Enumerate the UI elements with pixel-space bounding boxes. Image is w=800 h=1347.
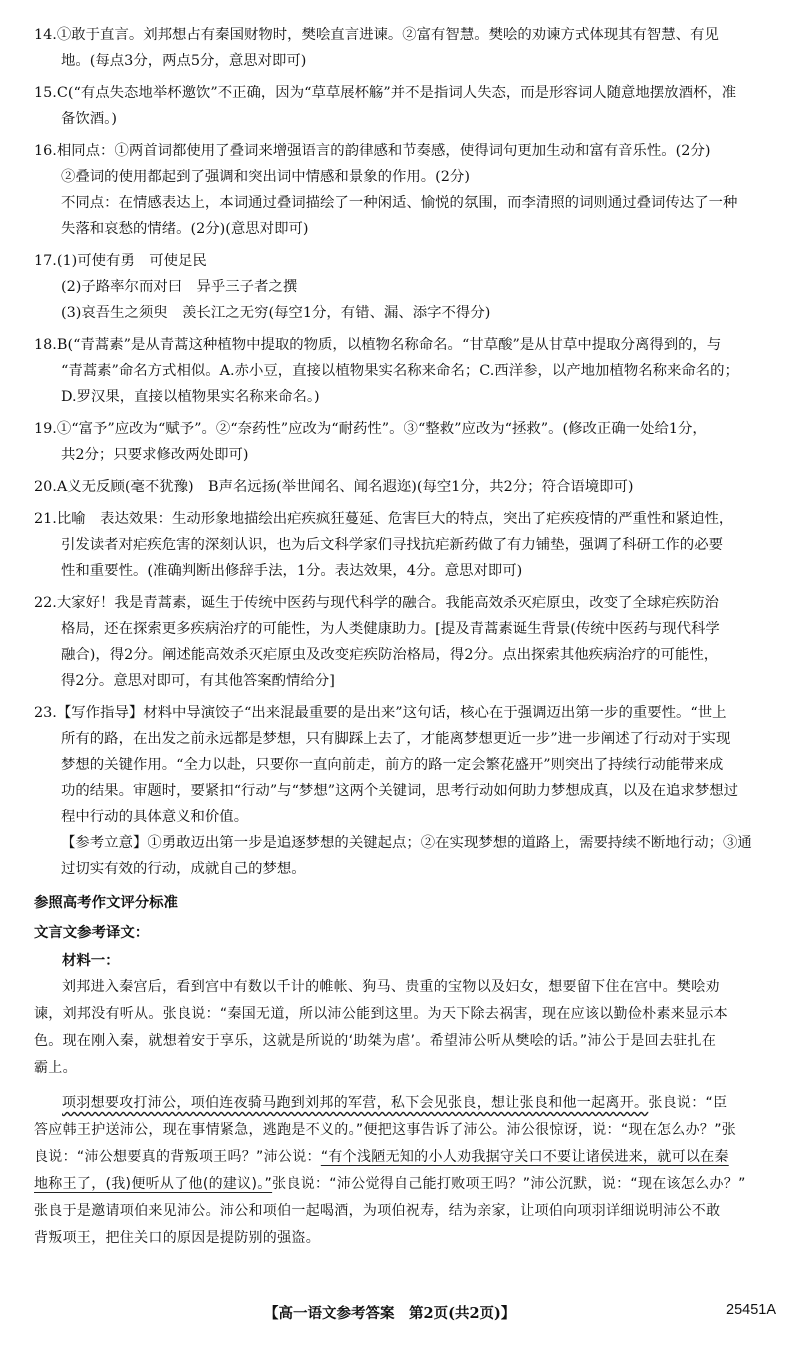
answer-line: 17.(1)可使有勇 可使足民	[34, 253, 207, 269]
translation-line	[34, 1171, 784, 1198]
answer-21	[34, 506, 784, 584]
footer-code: 25451A	[726, 1302, 776, 1318]
translation-text: 张良说：“沛公觉得自己能打败项王吗？”沛公沉默，说：“现在该怎么办？”	[272, 1176, 746, 1192]
answer-line: 23.【写作指导】材料中导演饺子“出来混最重要的是出来”这句话，核心在于强调迈出第一步的重要性。“世上	[34, 705, 727, 721]
footer-page-info: 【高一语文参考答案 第2页(共2页)】	[264, 1305, 516, 1322]
translation-line: 张良于是邀请项伯来见沛公。沛公和项伯一起喝酒，为项伯祝寿，结为亲家，让项伯向项羽详细说明沛公不敢	[34, 1203, 721, 1219]
answer-line: “青蒿素”命名方式相似。A.赤小豆，直接以植物果实名称来命名；C.西洋参，以产地加植物名称来命名的；	[61, 363, 739, 379]
translation-line	[34, 1090, 784, 1117]
answer-line: ②叠词的使用都起到了强调和突出词中情感和景象的作用。(2分)	[61, 169, 470, 185]
translation-line: 色。现在刚入秦，就想着安于享乐，这就是所说的‘助桀为虐’。希望沛公听从樊哙的话。”沛公于是回去驻扎在	[34, 1033, 717, 1049]
answer-line: 22.大家好！我是青蒿素，诞生于传统中医药与现代科学的融合。我能高效杀灭疟原虫，改变了全球疟疾防治	[34, 595, 719, 611]
answer-line: 性和重要性。(准确判断出修辞手法，1分。表达效果，4分。意思对即可)	[61, 563, 523, 579]
answer-line: 21.比喻 表达效果：生动形象地描绘出疟疾疯狂蔓延、危害巨大的特点，突出了疟疾疫情的严重性和紧迫性，	[34, 511, 734, 527]
answer-line: D.罗汉果，直接以植物果实名称来命名。)	[61, 389, 320, 405]
answer-line: 格局，还在探索更多疾病治疗的可能性，为人类健康助力。[提及青蒿素诞生背景(传统中医药与现代科学	[61, 621, 720, 637]
answer-line: 16.相同点：①两首词都使用了叠词来增强语言的韵律感和节奏感，使得词句更加生动和富有音乐性。(2分)	[34, 143, 711, 159]
answer-18	[34, 332, 784, 410]
answer-22	[34, 590, 784, 694]
answer-line: 功的结果。审题时，要紧扣“行动”与“梦想”这两个关键词，思考行动如何助力梦想成真，以及在追求梦想过	[61, 783, 739, 799]
answer-line: 19.①“富予”应改为“赋予”。②“奈药性”应改为“耐药性”。③“整救”应改为“拯救”。(修改正确一处给1分，	[34, 421, 707, 437]
essay-standard-heading: 参照高考作文评分标准	[34, 894, 178, 911]
answer-17	[34, 248, 784, 326]
translation-line	[34, 1144, 784, 1171]
answer-line: 20.A义无反顾(毫不犹豫) B声名远扬(举世闻名、闻名遐迩)(每空1分，共2分；符合语境即可)	[34, 479, 634, 495]
translation-line: 霸上。	[34, 1060, 77, 1076]
answer-19	[34, 416, 784, 468]
translation-line: 答应韩王护送沛公，现在事情紧急，逃跑是不义的。”便把这事告诉了沛公。沛公很惊讶，说：“现在怎么办？”张	[34, 1122, 737, 1138]
answer-20	[34, 474, 784, 500]
answer-15	[34, 80, 784, 132]
answer-line: (3)哀吾生之须臾 羡长江之无穷(每空1分，有错、漏、添字不得分)	[61, 305, 491, 321]
underlined-text: 地称王了，(我)便听从了他(的建议)。”	[34, 1176, 273, 1192]
answer-line: 共2分；只要求修改两处即可)	[61, 447, 249, 463]
translation-heading: 文言文参考译文：	[34, 924, 150, 941]
answer-line: 融合)，得2分。阐述能高效杀灭疟原虫及改变疟疾防治格局，得2分。点出探索其他疾病治疗的可能性，	[61, 647, 719, 663]
translation-line: 谏，刘邦没有听从。张良说：“秦国无道，所以沛公能到这里。为天下除去祸害，现在应该以勤俭朴素来显示本	[34, 1006, 728, 1022]
answer-content	[34, 22, 784, 1252]
underlined-text: “有个浅陋无知的小人劝我据守关口不要让诸侯进来，就可以在秦	[320, 1149, 729, 1165]
answer-line: 备饮酒。)	[61, 111, 117, 127]
answer-line: 失落和哀愁的情绪。(2分)(意思对即可)	[61, 221, 309, 237]
answer-14	[34, 22, 784, 74]
translation-line: 刘邦进入秦宫后，看到宫中有数以千计的帷帐、狗马、贵重的宝物以及妇女，想要留下住在宫中。樊哙劝	[62, 979, 720, 995]
answer-line: 梦想的关键作用。“全力以赴，只要你一直向前走，前方的路一定会繁花盛开”则突出了持续行动能带来成	[61, 757, 724, 773]
answer-line: (2)子路率尔而对曰 异乎三子者之撰	[61, 279, 298, 295]
translation-text: 良说：“沛公想要真的背叛项王吗？”沛公说：	[34, 1149, 321, 1165]
wavy-underlined-text: 项羽想要攻打沛公，项伯连夜骑马跑到刘邦的军营，私下会见张良，想让张良和他一起离开。	[62, 1095, 649, 1111]
answer-line: 引发读者对疟疾危害的深刻认识，也为后文科学家们寻找抗疟新药做了有力铺垫，强调了科研工作的必要	[61, 537, 723, 553]
answer-line: 过切实有效的行动，成就自己的梦想。	[61, 861, 306, 877]
answer-line: 不同点：在情感表达上，本词通过叠词描绘了一种闲适、愉悦的氛围，而李清照的词则通过叠词传达了一种	[61, 195, 738, 211]
page-footer	[0, 1302, 800, 1328]
answer-line: 得2分。意思对即可，有其他答案酌情给分]	[61, 673, 335, 689]
translation-text: 张良说：“臣	[648, 1095, 728, 1111]
answer-23	[34, 700, 784, 882]
translation-line: 背叛项王，把住关口的原因是提防别的强盗。	[34, 1230, 320, 1246]
answer-line: 程中行动的具体意义和价值。	[61, 809, 249, 825]
answer-16	[34, 138, 784, 242]
answer-line: 地。(每点3分，两点5分，意思对即可)	[61, 53, 307, 69]
answer-line: 所有的路，在出发之前永远都是梦想，只有脚踩上去了，才能离梦想更近一步”进一步阐述了行动对于实现	[61, 731, 731, 747]
answer-line: 【参考立意】①勇敢迈出第一步是追逐梦想的关键起点；②在实现梦想的道路上，需要持续不断地行动；③通	[61, 835, 752, 851]
answer-line: 18.B(“青蒿素”是从青蒿这种植物中提取的物质，以植物名称命名。“甘草酸”是从甘草中提取分离得到的，与	[34, 337, 722, 353]
answer-line: 15.C(“有点失态地举杯邀饮”不正确，因为“草草展杯觞”并不是指词人失态，而是形容词人随意地摆放酒杯，准	[34, 85, 737, 101]
material-one-label: 材料一：	[62, 952, 120, 969]
translation-paragraph-1	[34, 974, 784, 1082]
translation-paragraph-2	[34, 1090, 784, 1252]
answer-line: 14.①敢于直言。刘邦想占有秦国财物时，樊哙直言进谏。②富有智慧。樊哙的劝谏方式体现其有智慧、有见	[34, 27, 719, 43]
